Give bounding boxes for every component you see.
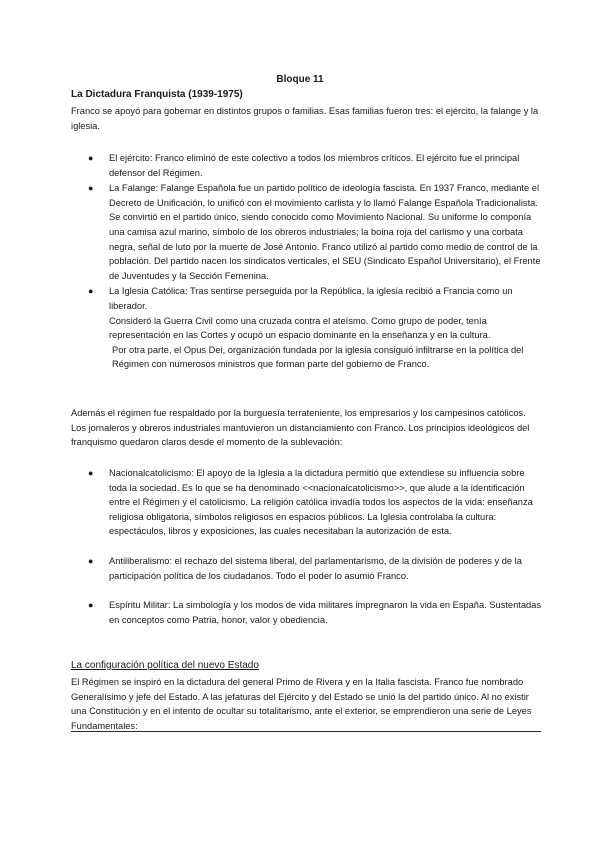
list-item-continuation-2: Por otra parte, el Opus Dei, organización fundada por la iglesia consiguió infiltrarse en la política del Régimen con numerosos ministros que forman parte del gobierno de Franco. [112,344,524,370]
divider [71,731,541,732]
bullet-icon: ● [88,600,94,611]
list-item-text: Antiliberalismo: el rechazo del sistema liberal, del parlamentarismo, de la división de poderes y de la participación política de los ciudadanos. Todo el poder lo asumió Franco. [109,555,522,581]
bullet-icon: ● [88,153,94,163]
list-item-text: Espíritu Militar: La simbología y los modos de vida militares impregnaron la vida en España. Sustentadas en conceptos como Patria, honor, valor y obediencia. [109,600,542,625]
list-item-falange [0,181,541,283]
bullet-icon: ● [88,555,94,566]
list-item-ejercito [0,151,541,180]
list-item-text: La Iglesia Católica: Tras sentirse perseguida por la República, la iglesia recibió a Francia como un liberador. [109,286,513,311]
config-paragraph: El Régimen se inspiró en la dictadura del general Primo de Rivera y en la Italia fascista. Franco fue nombrado Generalísimo y jefe del Estado. A las jefaturas del Ejército y del Estado se unió la del partido único. Al no existir una Constitución y en el intento de ocultar su totalitarismo, ante el exterior, se emprendieron una serie de Leyes Fundamentales: [71,677,532,731]
support-paragraph: Además el régimen fue respaldado por la burguesía terrateniente, los empresarios y los campesinos católicos. Los jornaleros y obreros industriales mantuvieron un distanciamiento con Franco. Los principios ideológicos del franquismo quedaron claros desde el momento de la sublevación: [71,408,530,448]
list-item-nacionalcatolicismo [0,466,541,539]
list-item-text: La Falange: Falange Española fue un partido político de ideología fascista. En 1937 Franco, mediante el Decreto de Unificación, lo unificó con el movimiento carlista y lo llamó Falange Española Tradicionalista. Se convirtió en el partido único, siendo conocido como Movimiento Nacional. Su uniforme lo componía una camisa azul marino, símbolo de los obreros industriales; la boina roja del carlismo y una corbata negra, señal de luto por la muerte de José Antonio. Franco utilizó al partido como medio de control de la población. Del partido nacen los sindicatos verticales, el SEU (Sindicato Español Universitario), el Frente de Juventudes y la Sección Femenina. [109,183,541,281]
block-title: Bloque 11 [276,74,324,85]
principles-list [0,466,600,627]
bullet-icon: ● [88,286,94,297]
section-title: La Dictadura Franquista (1939-1975) [71,89,243,100]
list-item-text: Nacionalcatolicismo: El apoyo de la Iglesia a la dictadura permitió que extendiese su influencia sobre toda la sociedad. Es lo que se ha denominado <<nacionalcatolicismo>>, que alude a la identificación entre el Régimen y el catolicismo. La religión católica invadía todos los aspectos de la vida: enseñanza religiosa obligatoria, símbolos religiosos en espacios públicos. La Iglesia controlaba la cultura: espectáculos, libros y exposiciones, las cuales necesitaban la autorización de esta. [109,468,533,537]
config-section-title: La configuración política del nuevo Estado [71,660,259,671]
list-item-text: El ejército: Franco eliminó de este colectivo a todos los miembros críticos. El ejército fue el principal defensor del Régimen. [109,153,520,178]
families-list [0,151,600,372]
list-item-antiliberalismo [0,554,541,583]
list-item-iglesia [0,284,541,372]
bullet-icon: ● [88,183,94,194]
intro-paragraph: Franco se apoyó para gobernar en distintos grupos o familias. Esas familias fueron tres: el ejército, la falange y la iglesia. [71,106,539,131]
list-item-continuation: Consideró la Guerra Civil como una cruzada contra el ateísmo. Como grupo de poder, tenía representación en las Cortes y ocupó un espacio dominante en la enseñanza y en la cultura. [109,315,491,341]
bullet-icon: ● [88,468,94,478]
list-item-espiritu-militar [0,598,541,627]
